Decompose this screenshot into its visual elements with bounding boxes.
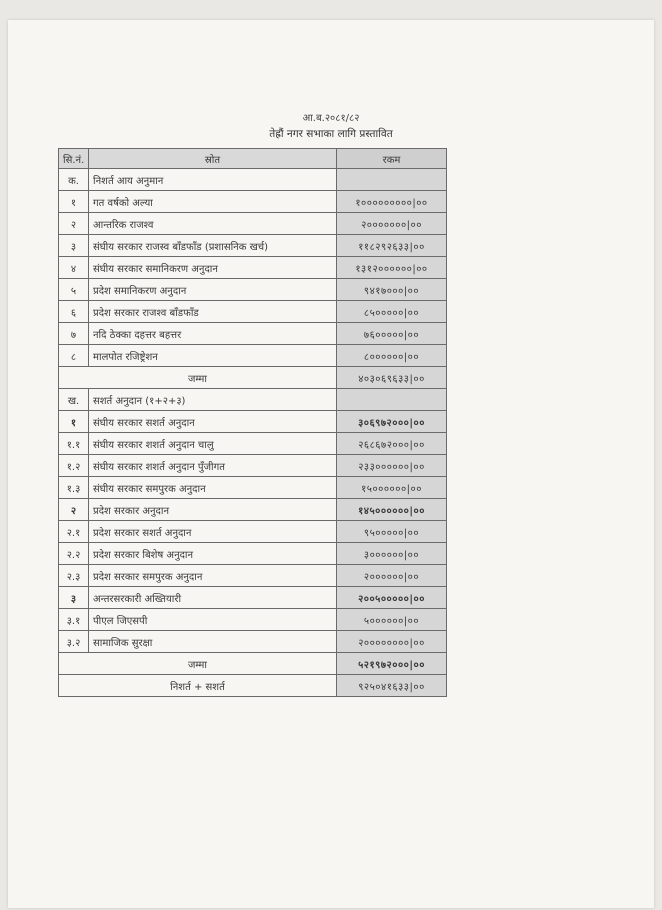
col-header-amount: रकम xyxy=(337,149,447,169)
row-sn: ७ xyxy=(59,323,89,345)
row-amount: २६८६७२०००|०० xyxy=(337,433,447,455)
table-row xyxy=(59,499,447,521)
table-row xyxy=(59,565,447,587)
table-row xyxy=(59,345,447,367)
section-a-amount xyxy=(337,169,447,191)
table-row xyxy=(59,477,447,499)
row-label: प्रदेश सरकार सशर्त अनुदान xyxy=(89,521,337,543)
row-sn: ३ xyxy=(59,587,89,609)
col-header-source: स्रोत xyxy=(89,149,337,169)
row-amount: २००५०००००|०० xyxy=(337,587,447,609)
row-sn: ५ xyxy=(59,279,89,301)
table-header-row xyxy=(59,149,447,169)
table-row xyxy=(59,609,447,631)
row-sn: ३.२ xyxy=(59,631,89,653)
col-header-sn: सि.नं. xyxy=(59,149,89,169)
row-amount: १३१२००००००|०० xyxy=(337,257,447,279)
row-label: प्रदेश सरकार बिशेष अनुदान xyxy=(89,543,337,565)
row-sn: ८ xyxy=(59,345,89,367)
row-sn: २.१ xyxy=(59,521,89,543)
budget-table xyxy=(58,148,447,697)
row-amount: ९४१७०००|०० xyxy=(337,279,447,301)
table-row xyxy=(59,213,447,235)
row-sn: १.३ xyxy=(59,477,89,499)
row-amount: २००००००|०० xyxy=(337,565,447,587)
table-row xyxy=(59,257,447,279)
table-subtitle: तेह्रौं नगर सभाका लागि प्रस्तावित xyxy=(269,128,393,140)
section-b-sn: ख. xyxy=(59,389,89,411)
row-label: संघीय सरकार राजस्व बाँडफाँड (प्रशासनिक खर्च) xyxy=(89,235,337,257)
table-row xyxy=(59,235,447,257)
row-sn: ६ xyxy=(59,301,89,323)
subtotal-a-label: जम्मा xyxy=(59,367,337,389)
row-label: प्रदेश सरकार समपुरक अनुदान xyxy=(89,565,337,587)
row-amount: ७६०००००|०० xyxy=(337,323,447,345)
grand-total-row xyxy=(59,675,447,697)
row-sn: २.२ xyxy=(59,543,89,565)
row-amount: २३३००००००|०० xyxy=(337,455,447,477)
row-amount: ३०६९७२०००|०० xyxy=(337,411,447,433)
table-row xyxy=(59,301,447,323)
row-label: अन्तरसरकारी अख्तियारी xyxy=(89,587,337,609)
row-amount: ५००००००|०० xyxy=(337,609,447,631)
section-b-label: सशर्त अनुदान (१+२+३) xyxy=(89,389,337,411)
row-sn: १.१ xyxy=(59,433,89,455)
row-label: प्रदेश सरकार राजश्व बाँडफाँड xyxy=(89,301,337,323)
row-sn: १ xyxy=(59,191,89,213)
row-label: संघीय सरकार समपुरक अनुदान xyxy=(89,477,337,499)
table-row xyxy=(59,433,447,455)
row-label: पीएल जिएसपी xyxy=(89,609,337,631)
row-label: नदि ठेक्का दहत्तर बहत्तर xyxy=(89,323,337,345)
table-row xyxy=(59,411,447,433)
table-row xyxy=(59,455,447,477)
grand-total-amount: ९२५०४१६३३|०० xyxy=(337,675,447,697)
row-sn: २.३ xyxy=(59,565,89,587)
row-sn: १ xyxy=(59,411,89,433)
row-label: प्रदेश समानिकरण अनुदान xyxy=(89,279,337,301)
row-label: संघीय सरकार सशर्त अनुदान xyxy=(89,411,337,433)
subtotal-a-row xyxy=(59,367,447,389)
row-sn: ३.१ xyxy=(59,609,89,631)
row-amount: २०००००००|०० xyxy=(337,213,447,235)
section-a-row xyxy=(59,169,447,191)
table-row xyxy=(59,587,447,609)
section-a-label: निशर्त आय अनुमान xyxy=(89,169,337,191)
table-row xyxy=(59,191,447,213)
grand-total-label: निशर्त + सशर्त xyxy=(59,675,337,697)
table-row xyxy=(59,521,447,543)
row-label: आन्तरिक राजश्व xyxy=(89,213,337,235)
table-row xyxy=(59,543,447,565)
row-amount: १०००००००००|०० xyxy=(337,191,447,213)
row-label: मालपोत रजिष्ट्रेशन xyxy=(89,345,337,367)
subtotal-b-row xyxy=(59,653,447,675)
row-sn: ४ xyxy=(59,257,89,279)
row-label: संघीय सरकार शशर्त अनुदान पुँजीगत xyxy=(89,455,337,477)
row-label: प्रदेश सरकार अनुदान xyxy=(89,499,337,521)
row-amount: ३००००००|०० xyxy=(337,543,447,565)
row-amount: ९५०००००|०० xyxy=(337,521,447,543)
row-amount: ८५०००००|०० xyxy=(337,301,447,323)
row-amount: ८००००००|०० xyxy=(337,345,447,367)
row-amount: ११८२९२६३३|०० xyxy=(337,235,447,257)
row-sn: ३ xyxy=(59,235,89,257)
table-row xyxy=(59,323,447,345)
row-label: संघीय सरकार समानिकरण अनुदान xyxy=(89,257,337,279)
row-amount: १४५००००००|०० xyxy=(337,499,447,521)
row-label: गत वर्षको अल्या xyxy=(89,191,337,213)
fiscal-year-heading: आ.ब.२०८१/८२ xyxy=(302,113,360,124)
section-b-amount xyxy=(337,389,447,411)
section-a-sn: क. xyxy=(59,169,89,191)
row-amount: १५००००००|०० xyxy=(337,477,447,499)
row-label: सामाजिक सुरक्षा xyxy=(89,631,337,653)
subtotal-b-label: जम्मा xyxy=(59,653,337,675)
table-row xyxy=(59,279,447,301)
table-row xyxy=(59,631,447,653)
row-sn: २ xyxy=(59,499,89,521)
section-b-row xyxy=(59,389,447,411)
row-amount: २००००००००|०० xyxy=(337,631,447,653)
row-sn: २ xyxy=(59,213,89,235)
row-sn: १.२ xyxy=(59,455,89,477)
subtotal-b-amount: ५२१९७२०००|०० xyxy=(337,653,447,675)
row-label: संघीय सरकार शशर्त अनुदान चालु xyxy=(89,433,337,455)
subtotal-a-amount: ४०३०६९६३३|०० xyxy=(337,367,447,389)
